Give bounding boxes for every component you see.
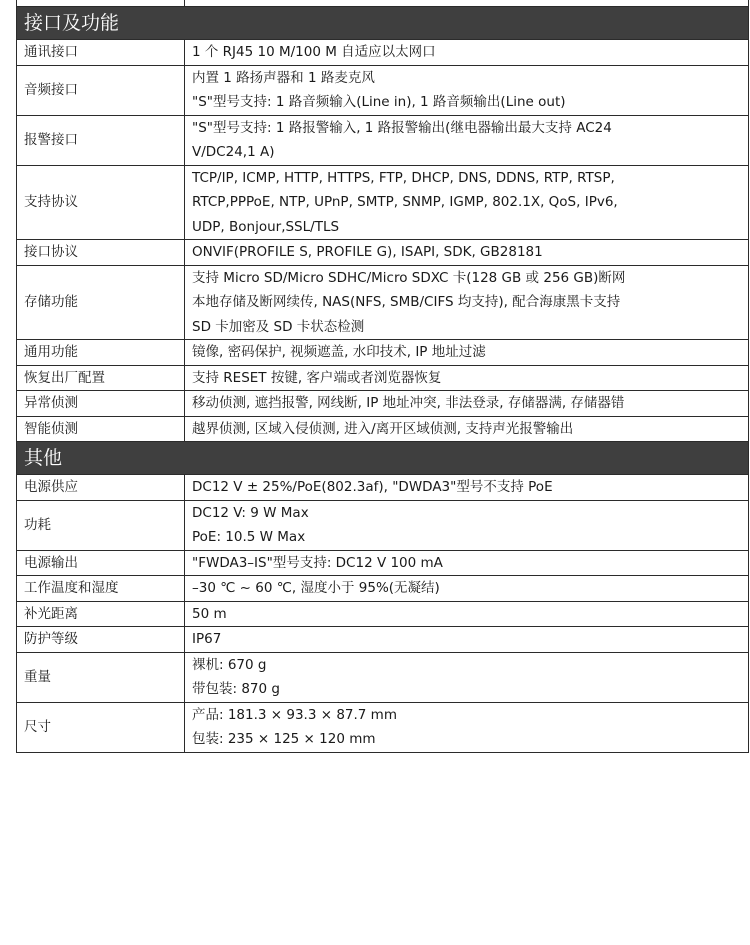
table-row	[17, 165, 749, 240]
table-row	[17, 65, 749, 115]
table-row	[17, 652, 749, 702]
spec-value-line: "FWDA3–IS"型号支持: DC12 V 100 mA	[192, 554, 443, 571]
spec-value-line: 镜像, 密码保护, 视频遮盖, 水印技术, IP 地址过滤	[192, 344, 486, 360]
spec-value-line: 1 个 RJ45 10 M/100 M 自适应以太网口	[192, 44, 436, 60]
spec-label: 通讯接口	[17, 40, 185, 66]
spec-label: 恢复出厂配置	[17, 365, 185, 391]
section-header-row	[17, 442, 749, 475]
spec-label: 异常侦测	[17, 391, 185, 417]
spec-value	[185, 652, 749, 702]
table-row	[17, 240, 749, 266]
spec-value	[185, 165, 749, 240]
spec-label: 智能侦测	[17, 416, 185, 442]
section-header-row	[17, 7, 749, 40]
spec-value-line: 移动侦测, 遮挡报警, 网线断, IP 地址冲突, 非法登录, 存储器满, 存储器错	[192, 395, 625, 411]
spec-value	[185, 391, 749, 417]
table-row	[17, 265, 749, 340]
spec-value	[185, 65, 749, 115]
spec-value	[185, 265, 749, 340]
spec-value-line: ONVIF(PROFILE S, PROFILE G), ISAPI, SDK, GB28181	[192, 244, 543, 260]
spec-value-line: DC12 V: 9 W Max	[192, 504, 309, 521]
spec-value-line: 产品: 181.3 × 93.3 × 87.7 mm	[192, 706, 397, 723]
spec-value	[185, 416, 749, 442]
table-row	[17, 416, 749, 442]
spec-value	[185, 500, 749, 550]
table-row	[17, 601, 749, 627]
table-row	[17, 500, 749, 550]
spec-label: 音频接口	[17, 65, 185, 115]
spec-label: 功耗	[17, 500, 185, 550]
spec-value-line: IP67	[192, 631, 222, 647]
table-row	[17, 115, 749, 165]
spec-value	[185, 240, 749, 266]
spec-value-line: SD 卡加密及 SD 卡状态检测	[192, 318, 365, 335]
spec-value	[185, 40, 749, 66]
spec-value-line: RTCP,PPPoE, NTP, UPnP, SMTP, SNMP, IGMP, 802.1X, QoS, IPv6,	[192, 194, 618, 210]
spec-value	[185, 601, 749, 627]
spec-value	[185, 576, 749, 602]
spec-value-line: 50 m	[192, 605, 227, 622]
section-title: 其他	[17, 442, 749, 475]
spec-value	[185, 702, 749, 752]
spec-label: 存储功能	[17, 265, 185, 340]
spec-label: 电源输出	[17, 550, 185, 576]
spec-value-line: 裸机: 670 g	[192, 656, 267, 673]
spec-label: 防护等级	[17, 627, 185, 653]
spec-value-line: V/DC24,1 A)	[192, 144, 275, 160]
table-row	[17, 365, 749, 391]
spec-value-line: 带包装: 870 g	[192, 681, 280, 697]
spec-label: 接口协议	[17, 240, 185, 266]
spec-value-line: 越界侦测, 区域入侵侦测, 进入/离开区域侦测, 支持声光报警输出	[192, 420, 574, 437]
spec-value-line: PoE: 10.5 W Max	[192, 529, 306, 545]
table-row	[17, 340, 749, 366]
table-row	[17, 702, 749, 752]
spec-label: 电源供应	[17, 475, 185, 501]
spec-value-line: DC12 V ± 25%/PoE(802.3af), "DWDA3"型号不支持 PoE	[192, 479, 553, 495]
spec-value	[185, 365, 749, 391]
spec-value	[185, 340, 749, 366]
spec-value-line: "S"型号支持: 1 路音频输入(Line in), 1 路音频输出(Line out)	[192, 94, 566, 110]
spec-value	[185, 627, 749, 653]
spec-table-body	[17, 0, 749, 752]
spec-value-line: 包装: 235 × 125 × 120 mm	[192, 731, 376, 747]
spec-value-line: –30 ℃ ~ 60 ℃, 湿度小于 95%(无凝结)	[192, 580, 440, 596]
spec-value-line: "S"型号支持: 1 路报警输入, 1 路报警输出(继电器输出最大支持 AC24	[192, 119, 612, 136]
spec-value	[185, 115, 749, 165]
spec-table	[16, 0, 749, 753]
table-row	[17, 40, 749, 66]
section-title: 接口及功能	[17, 7, 749, 40]
spec-value-line: TCP/IP, ICMP, HTTP, HTTPS, FTP, DHCP, DNS, DDNS, RTP, RTSP,	[192, 169, 615, 186]
spec-value-line: 本地存储及断网续传, NAS(NFS, SMB/CIFS 均支持), 配合海康黑卡支持	[192, 294, 621, 310]
spec-label: 补光距离	[17, 601, 185, 627]
table-row	[17, 391, 749, 417]
spec-label: 尺寸	[17, 702, 185, 752]
spec-value	[185, 550, 749, 576]
spec-label: 工作温度和湿度	[17, 576, 185, 602]
spec-value-line: 内置 1 路扬声器和 1 路麦克风	[192, 69, 375, 86]
spec-label: 通用功能	[17, 340, 185, 366]
table-row	[17, 550, 749, 576]
table-row	[17, 576, 749, 602]
table-row	[17, 627, 749, 653]
spec-label: 报警接口	[17, 115, 185, 165]
spec-value-line: 支持 Micro SD/Micro SDHC/Micro SDXC 卡(128 GB 或 256 GB)断网	[192, 269, 626, 286]
table-row	[17, 475, 749, 501]
spec-value	[185, 475, 749, 501]
spec-label: 支持协议	[17, 165, 185, 240]
spec-value-line: 支持 RESET 按键, 客户端或者浏览器恢复	[192, 369, 442, 386]
spec-value-line: UDP, Bonjour,SSL/TLS	[192, 218, 340, 235]
spec-label: 重量	[17, 652, 185, 702]
